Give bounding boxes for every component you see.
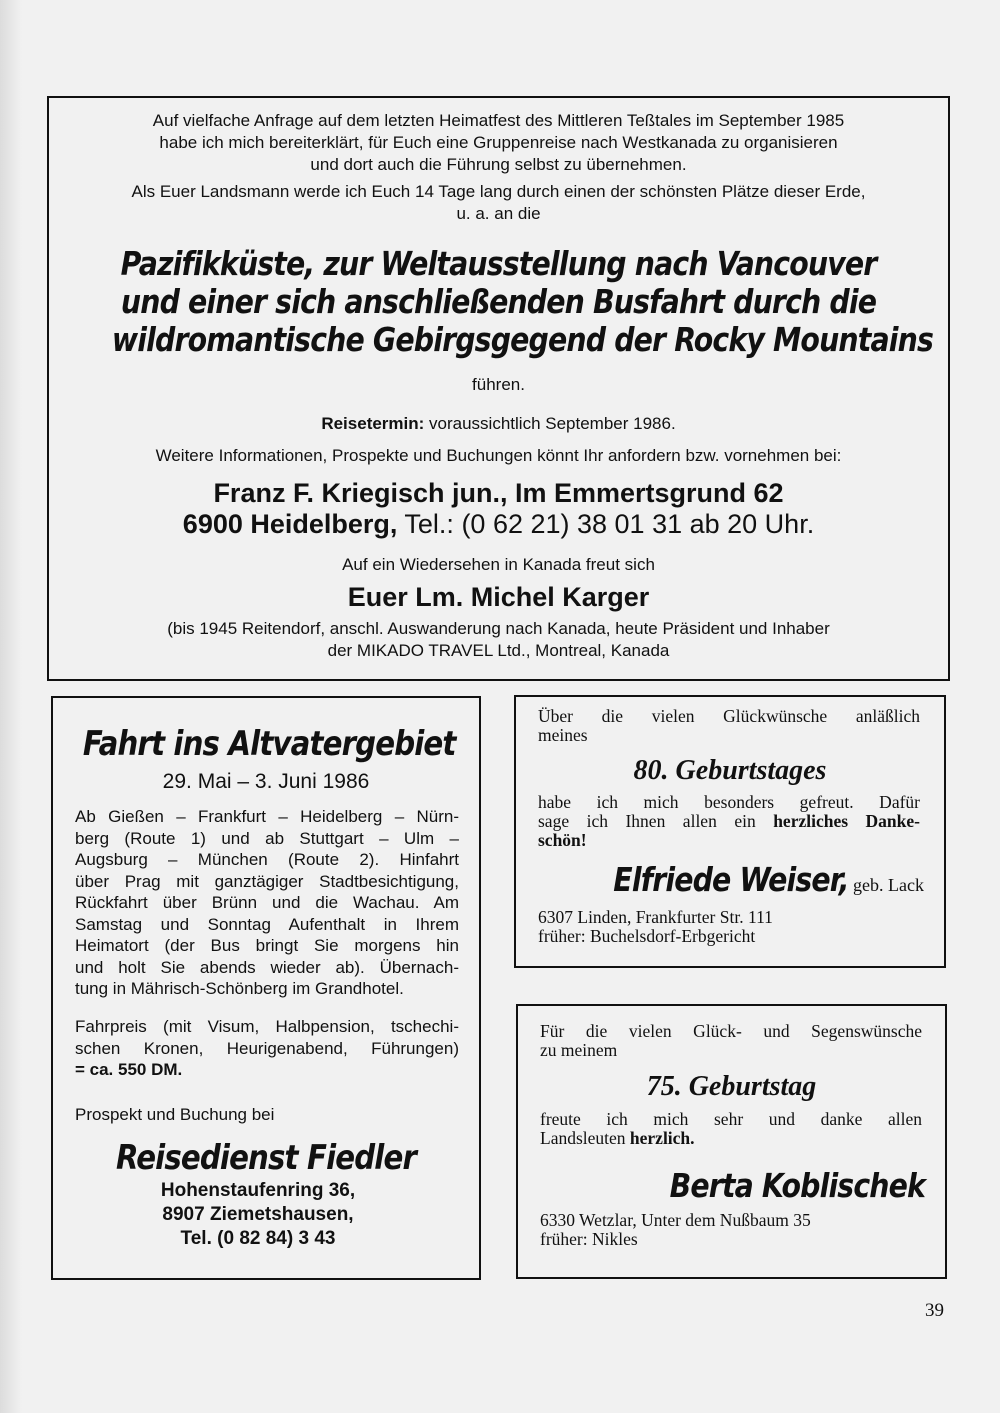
- travel-date-value: voraussichtlich September 1986.: [424, 414, 676, 433]
- price-info: [75, 1016, 459, 1081]
- contact-city-phone: [49, 508, 948, 540]
- sender-address: [538, 908, 920, 946]
- maiden-name: geb. Lack: [848, 875, 924, 895]
- thanks-intro: [538, 707, 920, 745]
- description-line: Augsburg – München (Route 2). Hinfahrt: [75, 850, 459, 869]
- trip-title: Fahrt ins Altvatergebiet: [82, 724, 456, 764]
- headline-line: wildromantische Gebirgsgegend der Rocky Mountains: [111, 320, 934, 359]
- signature-name: Elfriede Weiser,: [613, 860, 849, 899]
- contact-city: 6900 Heidelberg,: [182, 509, 398, 539]
- company-name: Reisedienst Fiedler: [115, 1138, 417, 1178]
- intro-line: Über die vielen Glückwünsche anläßlich: [538, 706, 920, 726]
- thanks-line: [538, 812, 920, 831]
- signature-name: Berta Koblischek: [669, 1166, 925, 1205]
- fuehren-text: führen.: [472, 375, 525, 394]
- description-line: berg (Route 1) und ab Stuttgart – Ulm –: [75, 828, 459, 848]
- thanks-emphasis: herzlich.: [629, 1128, 695, 1148]
- birthday-heading: 75. Geburtstag: [646, 1071, 817, 1102]
- birthday-heading: 80. Geburtstages: [633, 755, 827, 786]
- contact-phone: Tel.: (0 62 21) 38 01 31 ab 20 Uhr.: [397, 509, 815, 539]
- description-line: und holt Sie abends wieder ab). Übernach-: [75, 957, 459, 977]
- intro-line: Für die vielen Glück- und Segenswünsche: [540, 1021, 922, 1041]
- trip-dates: 29. Mai – 3. Juni 1986: [162, 770, 370, 793]
- sender-address: [540, 1211, 922, 1249]
- company-phone: Tel. (0 82 84) 3 43: [180, 1228, 336, 1249]
- contact-name-address: Franz F. Kriegisch jun., Im Emmertsgrund 62: [213, 478, 784, 508]
- page-edge-shadow: [0, 0, 22, 1413]
- company-city: 8907 Ziemetshausen,: [162, 1204, 354, 1225]
- thanks-body: [540, 1110, 922, 1148]
- intro-text-line: u. a. an die: [456, 204, 541, 223]
- price-line: schen Kronen, Heurigenabend, Führungen): [75, 1038, 459, 1058]
- booking-text: [75, 1104, 459, 1126]
- intro-line: zu meinem: [540, 1040, 618, 1060]
- footnote-line: (bis 1945 Reitendorf, anschl. Auswanderung nach Kanada, heute Präsident und Inhaber: [167, 619, 830, 638]
- thanks-line: schön!: [538, 830, 587, 850]
- thanks-text: sage ich Ihnen allen ein: [538, 811, 774, 831]
- price-value: = ca. 550 DM.: [75, 1060, 183, 1079]
- trip-description: [75, 806, 459, 1000]
- thanks-emphasis: herzliches Danke-: [773, 811, 920, 831]
- signature-line: [518, 1166, 925, 1206]
- info-text: Weitere Informationen, Prospekte und Buchungen könnt Ihr anfordern bzw. vornehmen bei:: [155, 446, 842, 465]
- description-line: Samstag und Sonntag Aufenthalt in Ihrem: [75, 914, 459, 934]
- description-line: über Prag mit ganztägiger Stadtbesichtigung,: [75, 871, 459, 891]
- farewell-text: Auf ein Wiedersehen in Kanada freut sich: [342, 555, 655, 574]
- birthday-thanks-box-75: [516, 1004, 947, 1279]
- signature-name: Euer Lm. Michel Karger: [347, 582, 650, 612]
- thanks-text: Landsleuten: [540, 1128, 630, 1148]
- thanks-line: habe ich mich besonders gefreut. Dafür: [538, 792, 920, 812]
- description-line: Heimatort (der Bus bringt Sie morgens hin: [75, 936, 459, 955]
- thanks-body: [538, 793, 920, 850]
- booking-label: Prospekt und Buchung bei: [75, 1105, 275, 1124]
- footnote-line: der MIKADO TRAVEL Ltd., Montreal, Kanada: [327, 641, 670, 660]
- intro-text-line: Auf vielfache Anfrage auf dem letzten Heimatfest des Mittleren Teßtales im September 1985: [152, 111, 845, 130]
- former-residence: früher: Nikles: [540, 1229, 638, 1249]
- intro-text-line: habe ich mich bereiterklärt, für Euch eine Gruppenreise nach Westkanada zu organisieren: [159, 133, 838, 152]
- price-line: Fahrpreis (mit Visum, Halbpension, tschechi-: [75, 1017, 459, 1036]
- intro-text-line: und dort auch die Führung selbst zu übernehmen.: [310, 155, 687, 174]
- birthday-thanks-box-80: [514, 695, 946, 968]
- intro-text-line: Als Euer Landsmann werde ich Euch 14 Tage lang durch einen der schönsten Plätze dieser Erde,: [131, 182, 866, 201]
- description-line: Ab Gießen – Frankfurt – Heidelberg – Nürn-: [75, 807, 459, 826]
- travel-announcement-box: [47, 96, 950, 681]
- trip-advert-box: [51, 696, 481, 1280]
- address-line: 6330 Wetzlar, Unter dem Nußbaum 35: [540, 1210, 811, 1230]
- headline-line: Pazifikküste, zur Weltausstellung nach Vancouver: [120, 244, 877, 283]
- thanks-line: [540, 1129, 922, 1148]
- page-number: 39: [925, 1300, 944, 1321]
- headline-line: und einer sich anschließenden Busfahrt durch die: [120, 282, 877, 321]
- thanks-line: freute ich mich sehr und danke allen: [540, 1109, 922, 1129]
- thanks-intro: [540, 1022, 922, 1060]
- intro-line: meines: [538, 725, 588, 745]
- former-residence: früher: Buchelsdorf-Erbgericht: [538, 926, 756, 946]
- signature-line: [516, 860, 924, 900]
- travel-date-line: [49, 413, 948, 435]
- description-line: tung in Mährisch-Schönberg im Grandhotel.: [75, 979, 404, 998]
- travel-date-label: Reisetermin:: [321, 414, 425, 433]
- company-street: Hohenstaufenring 36,: [160, 1180, 356, 1201]
- address-line: 6307 Linden, Frankfurter Str. 111: [538, 907, 773, 927]
- description-line: Rückfahrt über Brünn und die Wachau. Am: [75, 893, 459, 912]
